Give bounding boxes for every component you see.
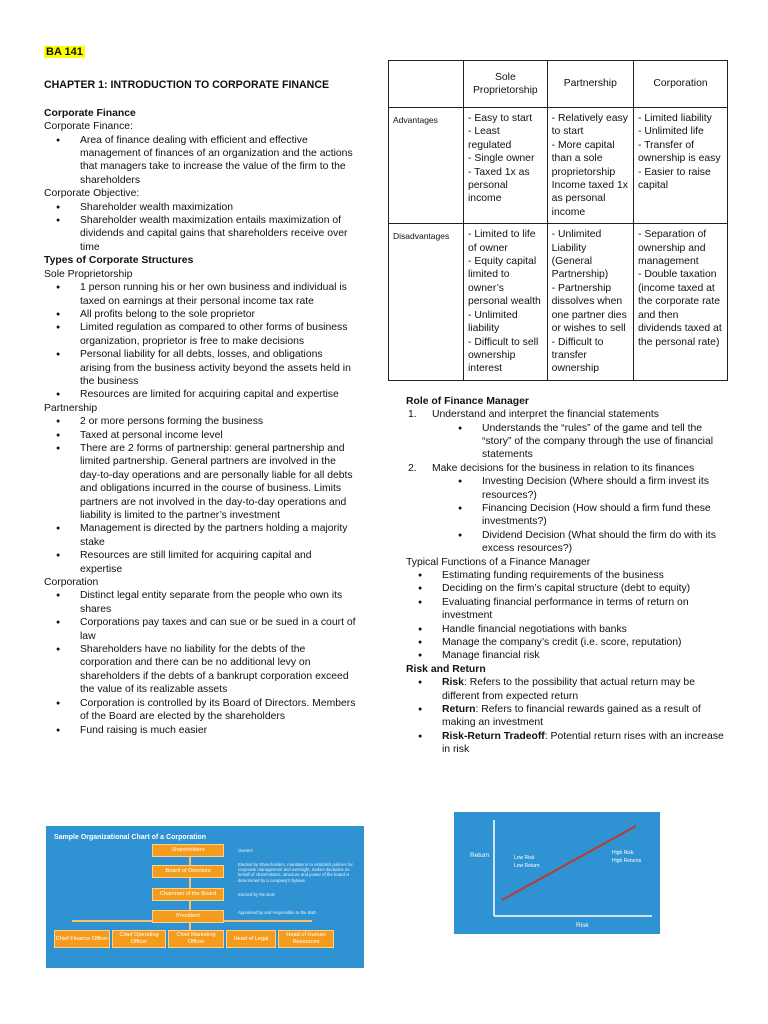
risk-return-heading: Risk and Return (406, 663, 486, 675)
org-chart-title: Sample Organizational Chart of a Corporation (54, 834, 207, 841)
high-risk-label: High Risk (612, 850, 634, 856)
list-item: ● Dividend Decision (What should the firm do with its excess resources?) (482, 529, 728, 556)
list-item (408, 462, 728, 556)
role-text: Understand and interpret the financial statements (432, 409, 659, 421)
low-return-label: Low Return (514, 863, 540, 869)
sub-list (432, 422, 728, 462)
org-chairman-box: Chairman of the Board (152, 888, 224, 901)
table-cell: - Relatively easy to start - More capital than a sole proprietorship Income taxed 1x as personal income (547, 108, 633, 224)
comparison-table (388, 60, 728, 381)
term: Risk-Return Tradeoff (442, 730, 545, 742)
low-risk-label: Low Risk (514, 855, 535, 861)
list-item: ● Shareholder wealth maximization (80, 201, 356, 214)
list-number: 1. (408, 409, 417, 421)
table-cell: - Limited to life of owner - Equity capital limited to owner’s personal wealth - Unlimited liability - Difficult to sell ownership interest (464, 224, 548, 380)
definition: : Potential return rises with an increase in risk (442, 730, 724, 756)
org-chart (46, 826, 364, 968)
org-shareholders-note: Owners (238, 848, 253, 853)
table-header-row (389, 61, 728, 108)
list-item (442, 703, 728, 730)
table-header-cell: Partnership (547, 61, 633, 108)
list-item: ● Taxed at personal income level (80, 429, 356, 442)
left-column (44, 46, 356, 737)
org-officer-box: Chief Finance Officer (54, 930, 110, 948)
org-officer-box: Head of Human Resources (278, 930, 334, 948)
risk-return-list (388, 676, 728, 756)
table-header-cell: Corporation (633, 61, 727, 108)
org-board-box: Board of Directors (152, 865, 224, 878)
corporate-objective-label: Corporate Objective: (44, 188, 140, 200)
org-shareholders-box: Shareholders (152, 844, 224, 857)
table-row (389, 224, 728, 380)
org-officer-box: Head of Legal (226, 930, 276, 948)
list-item: ● Fund raising is much easier (80, 724, 356, 737)
definition: : Refers to financial rewards gained as a result of making an investment (442, 704, 701, 729)
list-item: ● Evaluating financial performance in terms of return on investment (442, 596, 728, 623)
list-item: ● Corporation is controlled by its Board of Directors. Members of the Board are elected by the shareholders (80, 697, 356, 724)
y-axis-label: Return (470, 852, 490, 859)
list-item: ● Corporations pay taxes and can sue or be sued in a court of law (80, 616, 356, 643)
finance-manager-heading: Role of Finance Manager (406, 395, 529, 407)
org-president-note: Appointed by and responsible to the BoD (238, 910, 317, 915)
course-code: BA 141 (46, 46, 83, 58)
list-item: ● Shareholder wealth maximization entails maximization of dividends and capital gains that shareholders receive over time (80, 214, 356, 254)
definition: : Refers to the possibility that actual return may be different from expected return (442, 677, 695, 702)
org-chairman-note: Elected by the BoD (238, 892, 275, 897)
list-item: ● Area of finance dealing with efficient and effective management of finances of an organization and the actions that managers take to increase the value of the firm to the shareholders (80, 134, 356, 188)
list-item: ● Management is directed by the partners holding a majority stake (80, 522, 356, 549)
org-president-box: President (152, 910, 224, 923)
table-row (389, 108, 728, 224)
sole-proprietorship-label: Sole Proprietorship (44, 268, 133, 280)
partnership-label: Partnership (44, 402, 98, 414)
table-cell: - Easy to start - Least regulated - Single owner - Taxed 1x as personal income (464, 108, 548, 224)
sub-list (432, 475, 728, 555)
list-item: ● Estimating funding requirements of the business (442, 569, 728, 582)
list-item: ● Deciding on the firm’s capital structure (debt to equity) (442, 582, 728, 595)
list-item: ● All profits belong to the sole proprietor (80, 308, 356, 321)
term: Risk (442, 677, 464, 689)
table-header-cell: Sole Proprietorship (464, 61, 548, 108)
list-item: ● Financing Decision (How should a firm fund these investments?) (482, 502, 728, 529)
role-text: Make decisions for the business in relation to its finances (432, 462, 695, 474)
org-board-note: Elected by Shareholders, mandate is to establish policies for corporate management and oversight, makes decisions on behalf of shareholders, structure and power of the board is determined by a company's bylaws. (238, 862, 353, 883)
row-label: Disadvantages (389, 224, 464, 380)
corporate-finance-heading: Corporate Finance (44, 107, 136, 119)
list-item (442, 676, 728, 703)
partnership-list (44, 415, 356, 576)
table-cell: - Limited liability - Unlimited life - Transfer of ownership is easy - Easier to raise capital (633, 108, 727, 224)
list-item: ● Manage the company’s credit (i.e. score, reputation) (442, 636, 728, 649)
list-item: ● Personal liability for all debts, losses, and obligations arising from the business activity beyond the assets held in the business (80, 348, 356, 388)
org-officer-box: Chief Marketing Officer (168, 930, 224, 948)
table-header-cell (389, 61, 464, 108)
list-number: 2. (408, 462, 417, 474)
corporation-label: Corporation (44, 577, 99, 589)
list-item: ● Shareholders have no liability for the debts of the corporation and there can be no additional levy on shareholders if the debts of a bankrupt corporation exceed the value of its realizable assets (80, 643, 356, 697)
list-item: ● Manage financial risk (442, 649, 728, 662)
list-item: ● Handle financial negotiations with banks (442, 623, 728, 636)
high-returns-label: High Returns (612, 858, 642, 864)
list-item: ● Distinct legal entity separate from the people who own its shares (80, 589, 356, 616)
list-item: ● Investing Decision (Where should a firm invest its resources?) (482, 475, 728, 502)
list-item: ● There are 2 forms of partnership: general partnership and limited partnership. General partners are involved in the day-to-day operations and are personally liable for all debts and obligations incurred in the course of business. Limits partners are not involved in the day-to-day operations and liability is limited to the partner’s investment (80, 442, 356, 522)
risk-return-chart (454, 812, 660, 934)
list-item: ● 2 or more persons forming the business (80, 415, 356, 428)
list-item: ● Resources are still limited for acquiring capital and expertise (80, 549, 356, 576)
chapter-title: CHAPTER 1: INTRODUCTION TO CORPORATE FINANCE (44, 79, 330, 92)
list-item (408, 408, 728, 462)
org-officer-box: Chief Operating Officer (112, 930, 166, 948)
risk-return-svg (454, 812, 660, 934)
corporate-finance-list (44, 134, 356, 188)
corporate-objective-list (44, 201, 356, 255)
term: Return (442, 704, 476, 716)
table-cell: - Separation of ownership and management - Double taxation (income taxed at the corporate rate and then dividends taxed at the personal rate) (633, 224, 727, 380)
list-item: ● Limited regulation as compared to other forms of business organization, proprietor is free to make decisions (80, 321, 356, 348)
list-item: ● 1 person running his or her own business and individual is taxed on earnings at their personal income tax rate (80, 281, 356, 308)
row-label: Advantages (389, 108, 464, 224)
list-item: ● Resources are limited for acquiring capital and expertise (80, 388, 356, 401)
functions-list (388, 569, 728, 663)
structures-heading: Types of Corporate Structures (44, 255, 194, 267)
functions-label: Typical Functions of a Finance Manager (406, 556, 591, 568)
right-column (388, 60, 728, 757)
list-item: ● Understands the “rules” of the game and tell the “story” of the company through the use of financial statements (482, 422, 728, 462)
list-item (442, 730, 728, 757)
table-cell: - Unlimited Liability (General Partnership) - Partnership dissolves when one partner dies or wishes to sell - Difficult to transfer ownership (547, 224, 633, 380)
sole-proprietorship-list (44, 281, 356, 402)
x-axis-label: Risk (576, 922, 589, 929)
corporation-list (44, 589, 356, 736)
corporate-finance-label: Corporate Finance: (44, 121, 133, 133)
finance-manager-roles (388, 408, 728, 555)
